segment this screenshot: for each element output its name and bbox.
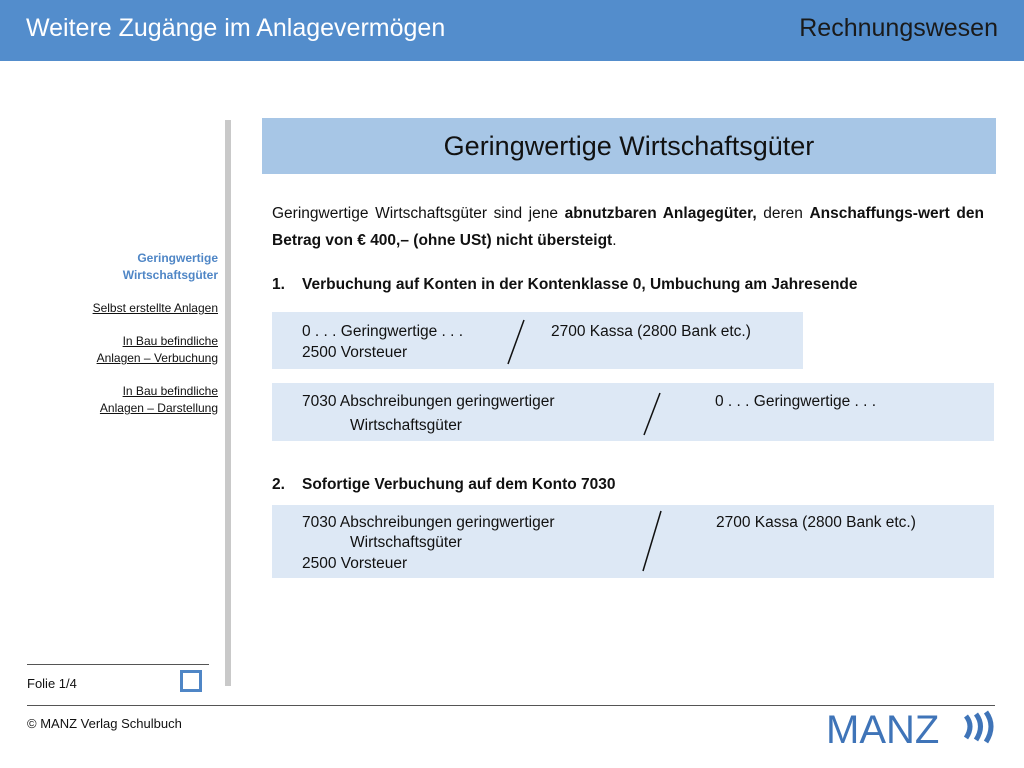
debit-line: Wirtschaftsgüter [350,534,462,551]
debit-line: Wirtschaftsgüter [350,417,462,434]
section-number: 2. [272,476,285,493]
sidebar-item-geringwertige[interactable] [0,250,218,284]
sidebar-item-bau-darstellung[interactable] [0,383,218,417]
booking-box-3 [272,505,994,578]
debit-line: 7030 Abschreibungen geringwertiger [302,393,555,410]
home-square-icon[interactable] [180,670,202,692]
section-heading-2 [272,476,615,494]
sidebar-item-label: In Bau befindliche [122,384,218,398]
header-bar [0,0,1024,61]
sidebar-item-label: Wirtschaftsgüter [122,268,218,282]
slide-title-box [262,118,996,174]
sidebar-item-selbst-erstellt[interactable] [0,300,218,317]
intro-bold: Anschaffungs-wert den Betrag von € 400,– (ohne USt) nicht übersteigt [272,205,984,249]
debit-line: 0 . . . Geringwertige . . . [302,323,464,340]
intro-bold: abnutzbaren Anlagegüter, [564,205,757,222]
debit-line: 2500 Vorsteuer [302,344,408,361]
sidebar-item-label: Anlagen – Darstellung [99,401,218,415]
booking-slash-icon [640,509,664,573]
section-text: Sofortige Verbuchung auf dem Konto 7030 [302,476,616,493]
credit-line: 2700 Kassa (2800 Bank etc.) [551,323,751,340]
slide-title: Geringwertige Wirtschaftsgüter [443,131,815,161]
intro-text: deren [756,205,810,222]
intro-text: Geringwertige Wirtschaftsgüter sind jene [272,205,565,222]
manz-logo [826,708,998,748]
booking-box-1 [272,312,803,369]
sidebar-divider [225,120,231,686]
intro-paragraph [272,200,984,254]
sidebar-item-label: In Bau befindliche [122,334,218,348]
slide-counter: Folie 1/4 [27,676,77,691]
copyright-text: © MANZ Verlag Schulbuch [27,716,182,731]
footer-divider [27,705,995,706]
booking-slash-icon [506,318,526,366]
logo-text: MANZ [826,708,940,748]
debit-line: 7030 Abschreibungen geringwertiger [302,514,555,531]
sidebar-nav [0,250,218,433]
sidebar-item-label: Anlagen – Verbuchung [96,351,218,365]
debit-line: 2500 Vorsteuer [302,555,408,572]
intro-text: . [612,232,617,249]
sidebar-item-label: Selbst erstellte Anlagen [92,301,218,315]
footer-divider-short [27,664,209,665]
sidebar-item-label: Geringwertige [137,251,218,265]
section-text: Verbuchung auf Konten in der Kontenklasse 0, Umbuchung am Jahresende [302,276,858,293]
section-number: 1. [272,276,285,293]
credit-line: 2700 Kassa (2800 Bank etc.) [716,514,916,531]
sidebar-item-bau-verbuchung[interactable] [0,333,218,367]
section-heading-1 [272,276,858,294]
header-title: Weitere Zugänge im Anlagevermögen [26,14,446,42]
header-subject: Rechnungswesen [799,14,998,42]
booking-slash-icon [642,391,662,437]
credit-line: 0 . . . Geringwertige . . . [715,393,877,410]
booking-box-2 [272,383,994,441]
